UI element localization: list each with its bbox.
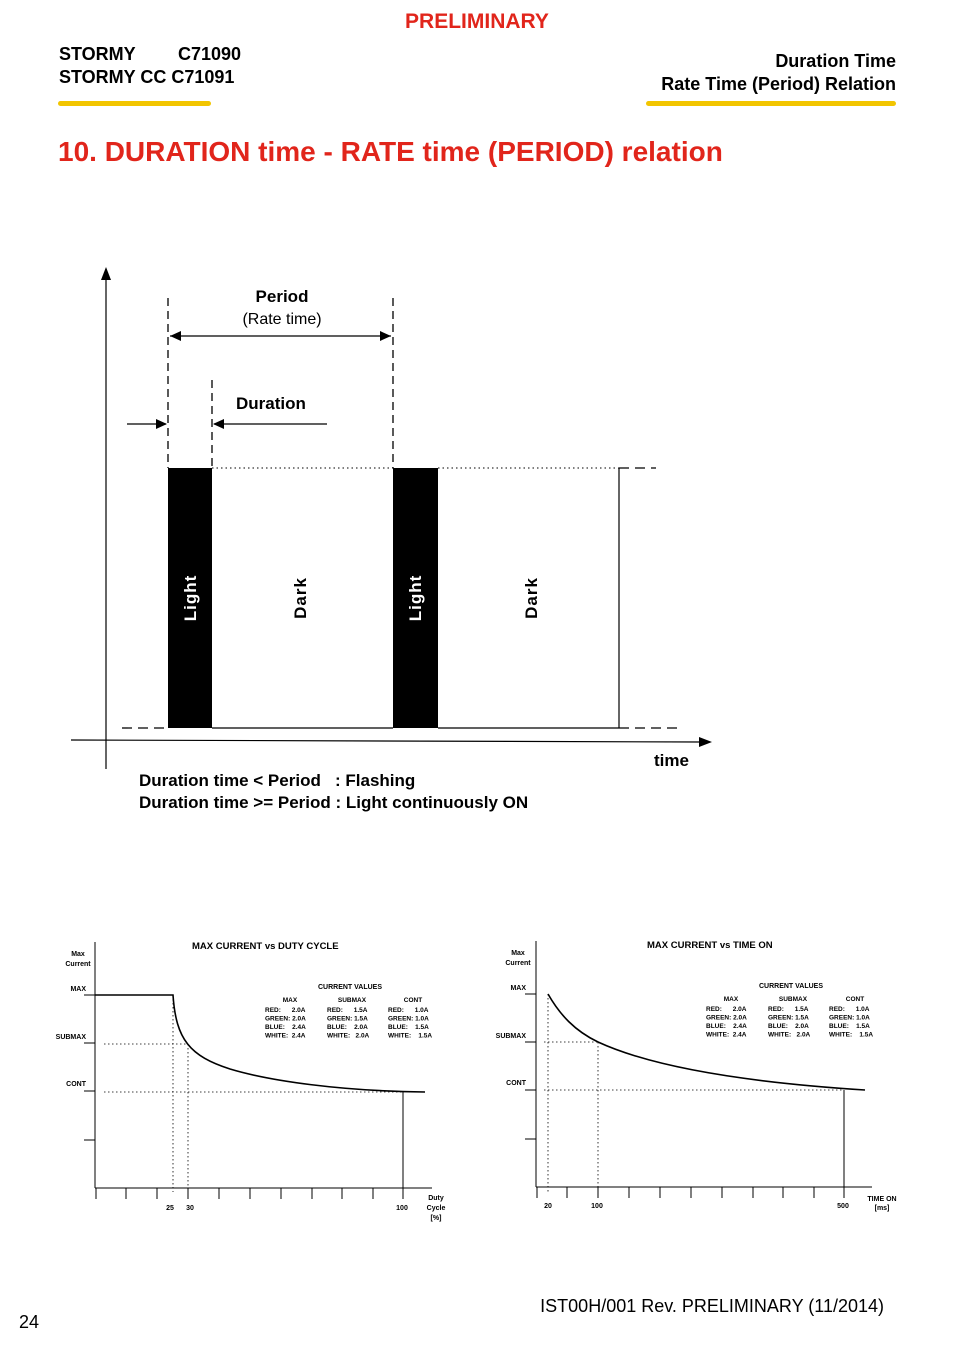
chart2-cv-c1-r3: BLUE: 2.4A [706,1023,747,1030]
chart1-xlabel-3: [%] [430,1215,442,1222]
chart1-ylabel-1: Max [71,951,85,958]
chart1-cv-c2-r4: WHITE: 2.0A [327,1032,370,1040]
chart1-cv-c1-r1: RED: 2.0A [265,1007,306,1014]
chart2-cv-c2-r4: WHITE: 2.0A [768,1031,811,1039]
chart2-cv-col2-header: SUBMAX [778,996,808,1003]
chart1-xlabel-2: Cycle [426,1205,446,1212]
chart1-tick-100: 100 [396,1205,408,1212]
chart2-tick-20: 20 [544,1203,552,1210]
chart2-ylabel-2: Current [505,960,531,967]
chart1-current-values [265,984,432,1040]
chart2-tick-500: 500 [837,1203,849,1210]
chart1-cv-c3-r2: GREEN: 1.0A [388,1015,429,1023]
chart2-cv-c3-r2: GREEN: 1.0A [829,1014,870,1022]
period-sublabel: (Rate time) [242,311,322,328]
light-label-2: Light [406,574,425,622]
section-line-2: Rate Time (Period) Relation [661,74,896,94]
chart2-cv-c3-r4: WHITE: 1.5A [829,1031,874,1039]
chart1-cv-col2-header: SUBMAX [337,997,367,1004]
chart1-cv-c1-r2: GREEN: 2.0A [265,1015,306,1023]
dark-label-1: Dark [291,577,310,619]
chart1-cv-c3-r1: RED: 1.0A [388,1007,429,1014]
time-axis-label: time [654,751,689,770]
chart1-title: MAX CURRENT vs DUTY CYCLE [192,941,339,952]
period-arrow-head-left [170,331,181,341]
chart1-cv-c2-r3: BLUE: 2.0A [327,1024,368,1031]
chart1-cv-c2-r2: GREEN: 1.5A [327,1015,368,1023]
chart-time-on [480,930,910,1230]
chart2-cv-col3-header: CONT [845,996,865,1003]
y-axis-arrow [101,267,111,280]
chart1-cv-c3-r3: BLUE: 1.5A [388,1024,429,1031]
chart1-tick-30: 30 [186,1205,194,1212]
period-label: Period [255,287,309,306]
section-line-1: Duration Time [775,51,896,71]
chart2-cv-c2-r1: RED: 1.5A [768,1006,809,1013]
duration-arrow-head-right [213,419,224,429]
chart1-cv-c1-r4: WHITE: 2.4A [265,1032,306,1040]
chart1-cv-col3-header: CONT [403,997,423,1004]
light-label-1: Light [181,574,200,622]
chart-duty-cycle [40,930,460,1230]
chart1-cv-c2-r1: RED: 1.5A [327,1007,368,1014]
product-code-1: C71090 [178,44,242,64]
chart2-cv-c1-r4: WHITE: 2.4A [706,1031,747,1039]
chart1-level-max: MAX [70,986,86,993]
chart1-cv-c3-r4: WHITE: 1.5A [388,1032,433,1040]
chart2-title: MAX CURRENT vs TIME ON [647,940,773,951]
chart2-cv-c3-r3: BLUE: 1.5A [829,1023,870,1030]
chart1-level-submax: SUBMAX [55,1034,86,1041]
chart2-level-submax: SUBMAX [495,1033,526,1040]
chart2-cv-c1-r1: RED: 2.0A [706,1006,747,1013]
document-reference: IST00H/001 Rev. PRELIMINARY (11/2014) [540,1296,884,1316]
chart2-xlabel-2: [ms] [874,1205,890,1212]
x-axis-arrow [699,737,712,747]
chart1-cv-col1-header: MAX [282,997,298,1004]
chart2-cv-c2-r2: GREEN: 1.5A [768,1014,809,1022]
chart2-level-max: MAX [510,985,526,992]
page-number: 24 [19,1312,40,1332]
chart2-axes [525,941,872,1198]
note-continuous: Duration time >= Period : Light continuously ON [139,793,529,812]
chart1-xlabel-1: Duty [428,1195,444,1202]
chart2-cv-c2-r3: BLUE: 2.0A [768,1023,809,1030]
chart2-level-cont: CONT [506,1080,526,1087]
chart1-axes [84,942,432,1199]
x-axis [71,740,702,742]
chart1-cv-title: CURRENT VALUES [317,984,383,991]
chart2-tick-100: 100 [591,1203,603,1210]
chart1-ylabel-2: Current [65,961,91,968]
page-title: 10. DURATION time - RATE time (PERIOD) relation [58,136,723,167]
product-name-2: STORMY CC [59,67,167,87]
chart1-curve [95,995,425,1092]
chart1-tick-25: 25 [166,1205,174,1212]
duration-arrow-head-left [156,419,167,429]
duration-label: Duration [236,394,306,413]
period-arrow-head-right [380,331,391,341]
chart2-xlabel-1: TIME ON [867,1196,897,1203]
note-flashing: Duration time < Period : Flashing [139,771,416,790]
chart1-cv-c1-r3: BLUE: 2.4A [265,1024,306,1031]
chart2-cv-c1-r2: GREEN: 2.0A [706,1014,747,1022]
preliminary-label: PRELIMINARY [405,10,549,33]
chart2-cv-col1-header: MAX [723,996,739,1003]
chart2-cv-c3-r1: RED: 1.0A [829,1006,870,1013]
chart2-current-values [706,983,873,1039]
dark-label-2: Dark [522,577,541,619]
product-code-2: C71091 [171,67,235,87]
product-name-1: STORMY [59,44,136,64]
chart1-level-cont: CONT [66,1081,86,1088]
chart2-ylabel-1: Max [511,950,525,957]
chart2-cv-title: CURRENT VALUES [758,983,824,990]
